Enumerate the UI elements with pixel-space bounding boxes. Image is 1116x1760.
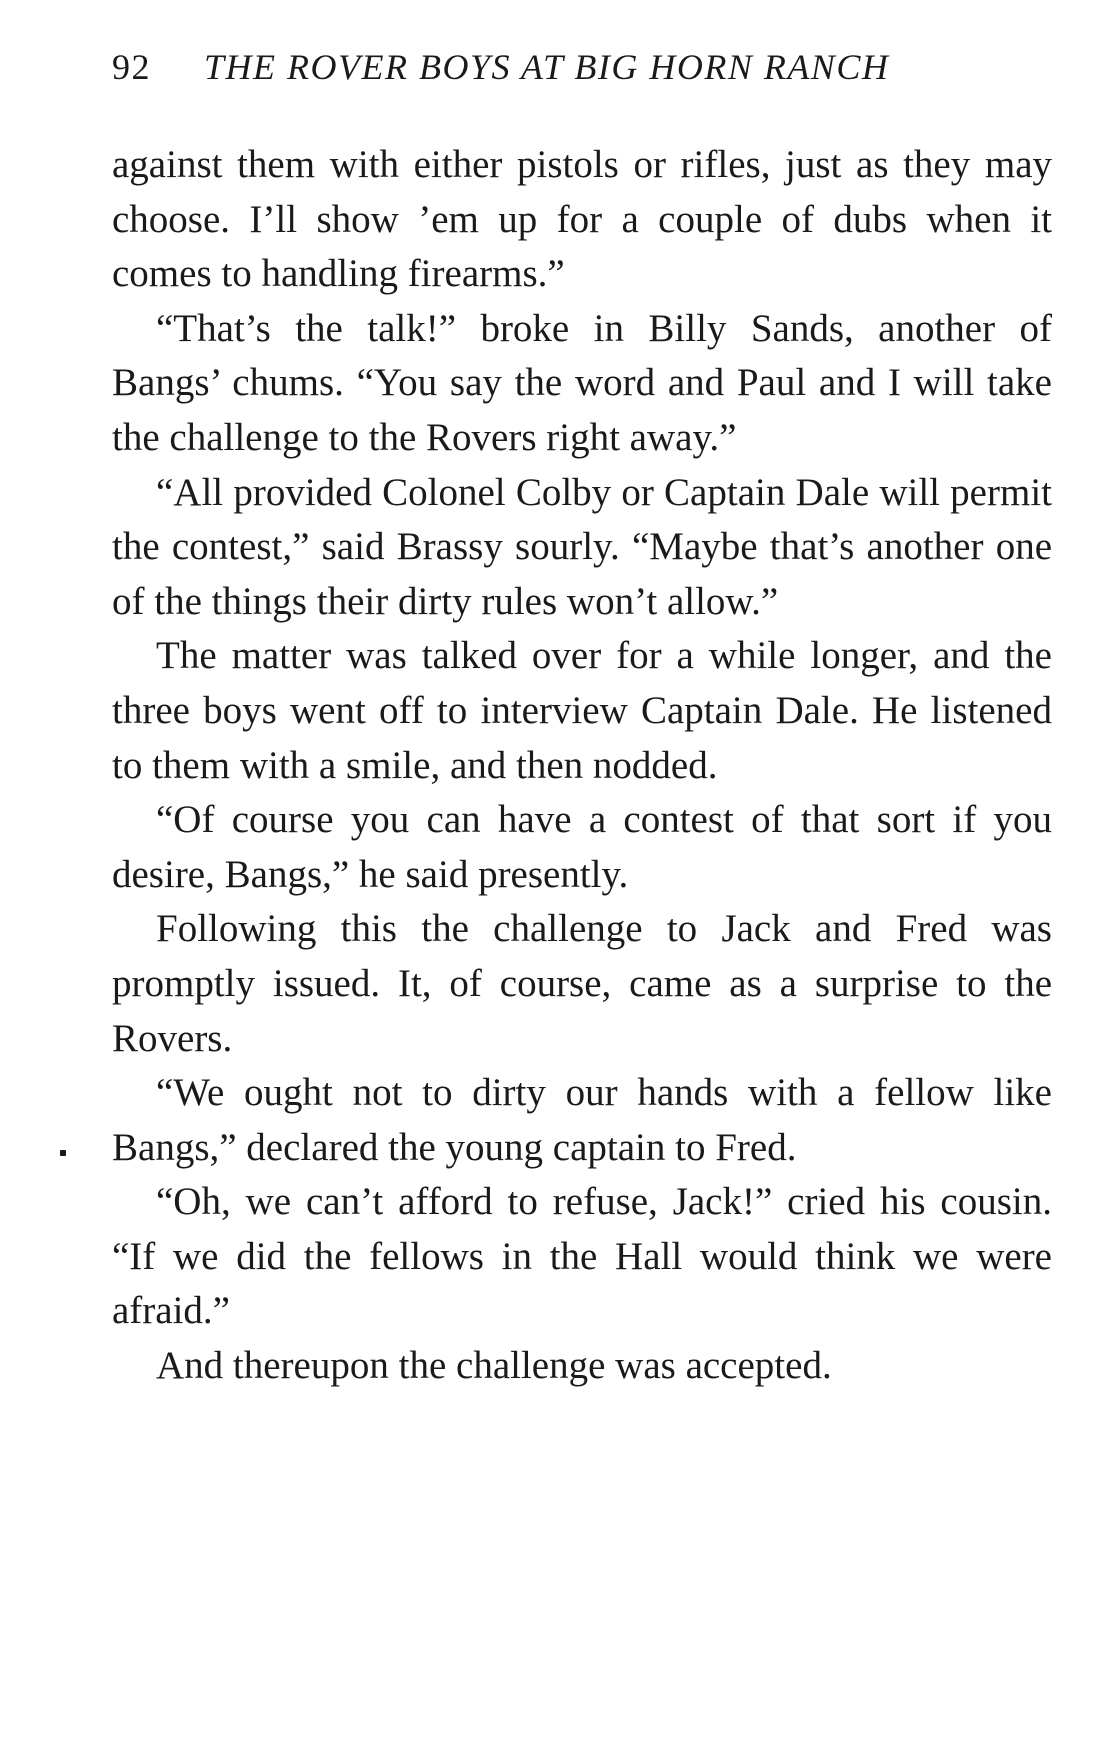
paragraph: Following this the challenge to Jack and Fred was promptly issued. It, of course, came as a surprise to the Rovers. bbox=[112, 907, 1052, 1060]
paragraph: “We ought not to dirty our hands with a fellow like Bangs,” declared the young captain to Fred. bbox=[112, 1071, 1052, 1169]
body-text bbox=[112, 138, 1052, 1394]
paragraph: “Of course you can have a contest of that sort if you desire, Bangs,” he said presently. bbox=[112, 798, 1052, 896]
paragraph: “That’s the talk!” broke in Billy Sands, another of Bangs’ chums. “You say the word and Paul and I will take the challenge to the Rovers right away.” bbox=[112, 306, 1052, 459]
paragraph: And thereupon the challenge was accepted. bbox=[156, 1344, 832, 1388]
page-number: 92 bbox=[112, 47, 151, 87]
paragraph: The matter was talked over for a while longer, and the three boys went off to interview Captain Dale. He listened to them with a smile, and then nodded. bbox=[112, 634, 1052, 787]
paragraph-continued: against them with either pistols or rifles, just as they may choose. I’ll show ’em up for a couple of dubs when it comes to handling firearms.” bbox=[112, 143, 1052, 296]
paragraph: “Oh, we can’t afford to refuse, Jack!” cried his cousin. “If we did the fellows in the Hall would think we were afraid.” bbox=[112, 1180, 1052, 1333]
ink-speck bbox=[60, 1150, 66, 1156]
book-title: THE ROVER BOYS AT BIG HORN RANCH bbox=[204, 47, 890, 87]
paragraph: “All provided Colonel Colby or Captain Dale will permit the contest,” said Brassy sourly. “Maybe that’s another one of the things their dirty rules won’t allow.” bbox=[112, 470, 1052, 623]
running-head bbox=[112, 46, 1062, 96]
